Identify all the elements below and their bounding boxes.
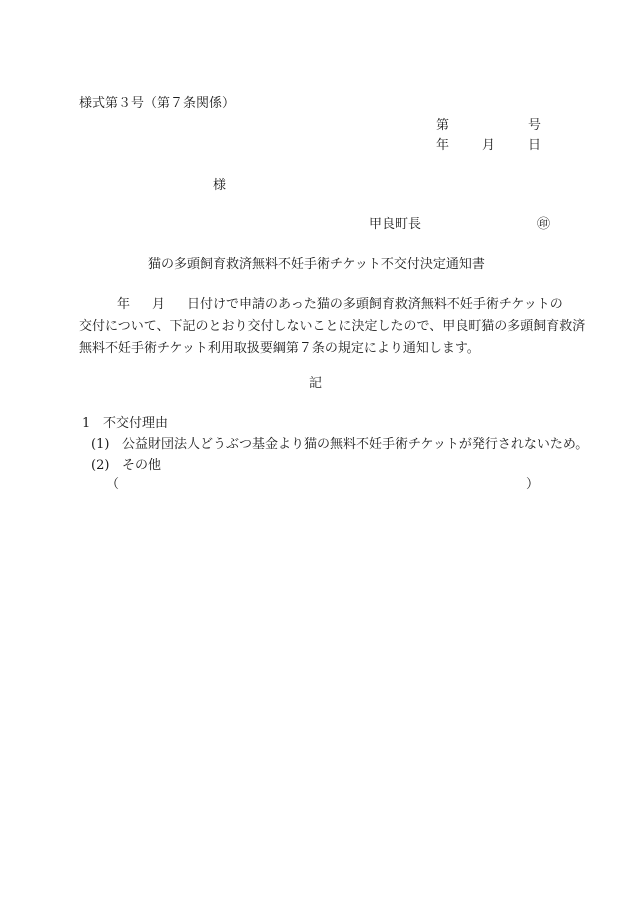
body-date-year: 年 bbox=[117, 297, 131, 312]
section-1-number: 1 bbox=[82, 416, 91, 431]
date-year: 年 bbox=[436, 138, 450, 153]
addressee-suffix: 様 bbox=[213, 178, 227, 193]
item-1-text: 公益財団法人どうぶつ基金より猫の無料不妊手術チケットが発行されないため。 bbox=[122, 437, 589, 452]
body-paragraph bbox=[79, 294, 586, 360]
date-day: 日 bbox=[528, 138, 542, 153]
issuer-title: 甲良町長 bbox=[369, 217, 422, 232]
seal-mark: ㊞ bbox=[537, 217, 551, 232]
number-suffix: 号 bbox=[528, 118, 542, 133]
body-line-3: 無料不妊手術チケット利用取扱要綱第７条の規定により通知します。 bbox=[79, 341, 480, 356]
item-2-marker: (2) bbox=[91, 458, 110, 473]
date-month: 月 bbox=[482, 138, 496, 153]
paren-close: ） bbox=[526, 477, 540, 492]
section-1-heading: 不交付理由 bbox=[103, 416, 169, 431]
paren-open: （ bbox=[106, 477, 120, 492]
item-1-marker: (1) bbox=[91, 437, 110, 452]
body-line-1-text: 日付けで申請のあった猫の多頭飼育救済無料不妊手術チケットの bbox=[187, 297, 563, 312]
body-line-2: 交付について、下記のとおり交付しないことに決定したので、甲良町猫の多頭飼育救済 bbox=[79, 319, 586, 334]
body-line-1 bbox=[79, 297, 563, 312]
number-prefix: 第 bbox=[436, 118, 450, 133]
record-heading: 記 bbox=[309, 376, 323, 391]
body-date-month: 月 bbox=[152, 297, 166, 312]
document-title: 猫の多頭飼育救済無料不妊手術チケット不交付決定通知書 bbox=[148, 257, 485, 272]
item-2-text: その他 bbox=[122, 458, 162, 473]
form-label: 様式第３号（第７条関係） bbox=[79, 96, 236, 111]
